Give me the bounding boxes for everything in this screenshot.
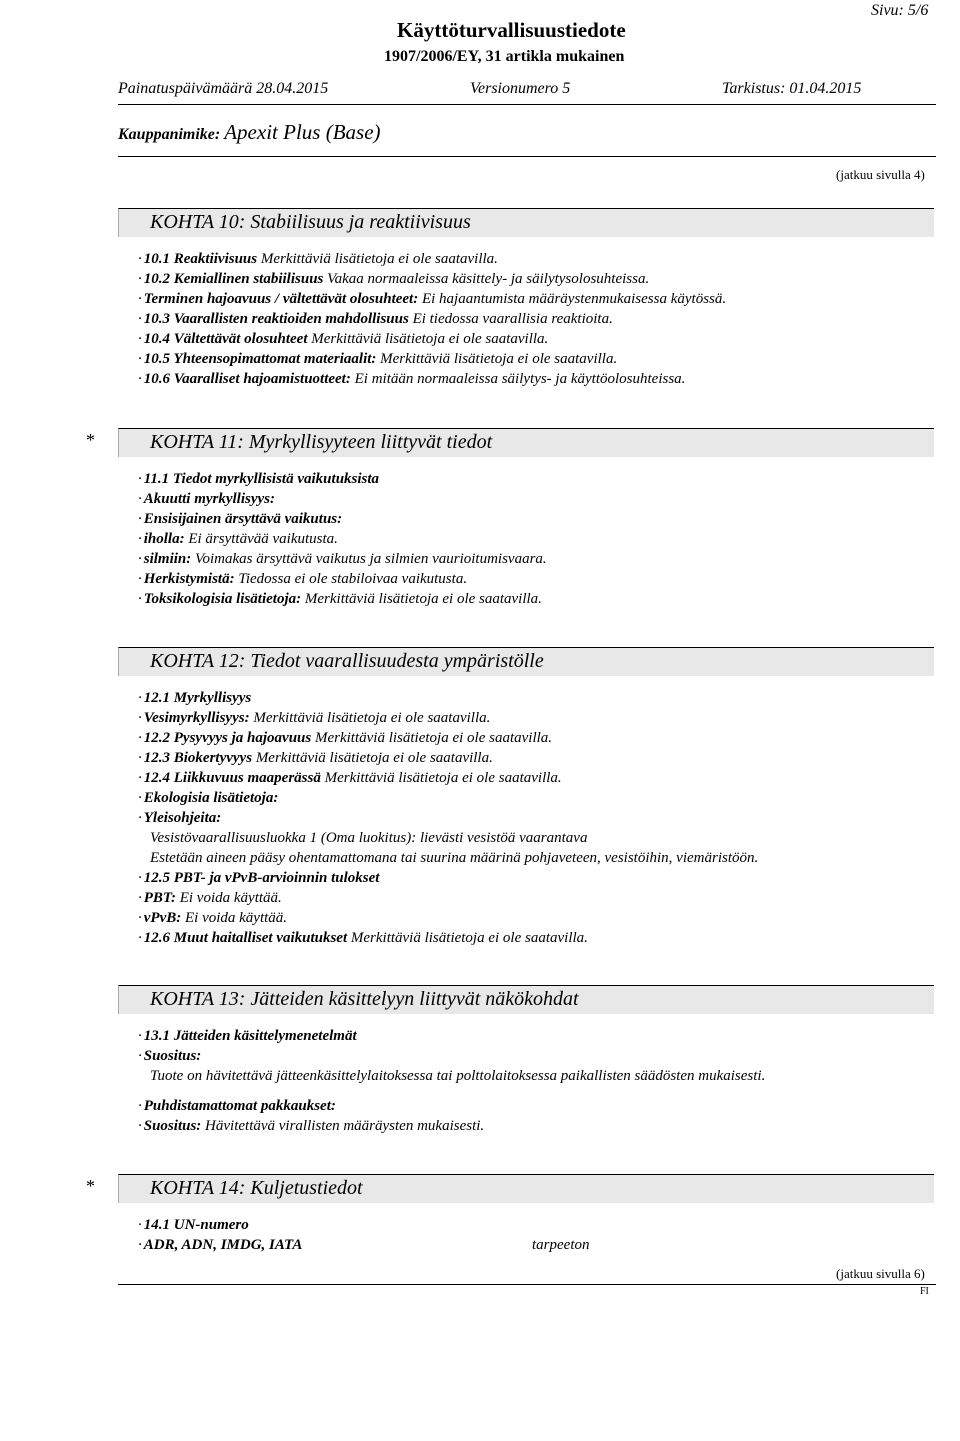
row-10-thermal: · Terminen hajoavuus / vältettävät olosuhteet: Ei hajaantumista määräystenmukaisessa käytössä. xyxy=(138,291,727,307)
row-11-eyes: · silmiin: Voimakas ärsyttävä vaikutus ja silmien vaurioitumisvaara. xyxy=(138,551,547,567)
transport-value: tarpeeton xyxy=(532,1237,590,1253)
document-subtitle: 1907/2006/EY, 31 artikla mukainen xyxy=(384,48,625,65)
row-12-6: · 12.6 Muut haitalliset vaikutukset Merkittäviä lisätietoja ei ole saatavilla. xyxy=(138,930,588,946)
section-11-title: KOHTA 11: Myrkyllisyyteen liittyvät tiedot xyxy=(150,431,493,453)
section-10-title: KOHTA 10: Stabiilisuus ja reaktiivisuus xyxy=(150,211,471,233)
header-rule-top xyxy=(118,104,936,105)
trade-name-value: Apexit Plus (Base) xyxy=(224,120,381,144)
page-number: Sivu: 5/6 xyxy=(871,2,929,19)
row-12-general: · Yleisohjeita: xyxy=(138,810,222,826)
section-14-change-marker: * xyxy=(86,1176,95,1196)
row-10-4: · 10.4 Vältettävät olosuhteet Merkittäviä lisätietoja ei ole saatavilla. xyxy=(138,331,549,347)
section-11-change-marker: * xyxy=(86,430,95,450)
trade-name-line xyxy=(118,120,381,145)
trade-name-label: Kauppanimike: xyxy=(118,126,221,143)
row-13-packaging: · Puhdistamattomat pakkaukset: xyxy=(138,1098,336,1114)
row-12-pbt: · PBT: Ei voida käyttää. xyxy=(138,890,282,906)
row-12-5: · 12.5 PBT- ja vPvB-arvioinnin tulokset xyxy=(138,870,380,886)
groundwater-note: Estetään aineen pääsy ohentamattomana tai suurina määrinä pohjaveteen, vesistöihin, viemäristöön. xyxy=(150,850,759,866)
row-11-sensitisation: · Herkistymistä: Tiedossa ei ole stabiloivaa vaikutusta. xyxy=(138,571,468,587)
section-13-title: KOHTA 13: Jätteiden käsittelyyn liittyvät näkökohdat xyxy=(150,988,579,1010)
row-10-2: · 10.2 Kemiallinen stabiilisuus Vakaa normaaleissa käsittely- ja säilytysolosuhteissa. xyxy=(138,271,650,287)
row-12-vpvb: · vPvB: Ei voida käyttää. xyxy=(138,910,288,926)
row-12-3: · 12.3 Biokertyvyys Merkittäviä lisätietoja ei ole saatavilla. xyxy=(138,750,493,766)
row-14-transport: · ADR, ADN, IMDG, IATA xyxy=(138,1237,303,1253)
row-12-2: · 12.2 Pysyvyys ja hajoavuus Merkittäviä lisätietoja ei ole saatavilla. xyxy=(138,730,553,746)
row-12-aquatic: · Vesimyrkyllisyys: Merkittäviä lisätietoja ei ole saatavilla. xyxy=(138,710,491,726)
continued-from: (jatkuu sivulla 4) xyxy=(836,167,925,182)
row-13-1: · 13.1 Jätteiden käsittelymenetelmät xyxy=(138,1028,357,1044)
print-date: Painatuspäivämäärä 28.04.2015 xyxy=(118,80,329,97)
row-11-acute: · Akuutti myrkyllisyys: xyxy=(138,491,275,507)
document-title: Käyttöturvallisuustiedote xyxy=(397,18,626,42)
row-12-1: · 12.1 Myrkyllisyys xyxy=(138,690,252,706)
header-rule-bottom xyxy=(118,156,936,157)
row-12-ecological: · Ekologisia lisätietoja: xyxy=(138,790,279,806)
row-10-3: · 10.3 Vaarallisten reaktioiden mahdollisuus Ei tiedossa vaarallisia reaktioita. xyxy=(138,311,613,327)
row-13-packaging-rec: · Suositus: Hävitettävä virallisten määräysten mukaisesti. xyxy=(138,1118,485,1134)
row-10-1: · 10.1 Reaktiivisuus Merkittäviä lisätietoja ei ole saatavilla. xyxy=(138,251,498,267)
disposal-note: Tuote on hävitettävä jätteenkäsittelylaitoksessa tai polttolaitoksessa paikallisten säädösten mukaisesti. xyxy=(150,1068,766,1084)
water-hazard-class: Vesistövaarallisuusluokka 1 (Oma luokitus): lievästi vesistöä vaarantava xyxy=(150,830,588,846)
row-13-recommendation: · Suositus: xyxy=(138,1048,202,1064)
row-10-5: · 10.5 Yhteensopimattomat materiaalit: Merkittäviä lisätietoja ei ole saatavilla. xyxy=(138,351,618,367)
row-11-skin: · iholla: Ei ärsyttävää vaikutusta. xyxy=(138,531,338,547)
row-11-1: · 11.1 Tiedot myrkyllisistä vaikutuksista xyxy=(138,471,380,487)
revision-date: Tarkistus: 01.04.2015 xyxy=(722,80,862,97)
row-11-irritant: · Ensisijainen ärsyttävä vaikutus: xyxy=(138,511,343,527)
section-12-title: KOHTA 12: Tiedot vaarallisuudesta ympäristölle xyxy=(150,650,544,672)
language-code: FI xyxy=(920,1286,929,1297)
continued-on: (jatkuu sivulla 6) xyxy=(836,1266,925,1281)
row-14-1: · 14.1 UN-numero xyxy=(138,1217,249,1233)
row-12-4: · 12.4 Liikkuvuus maaperässä Merkittäviä lisätietoja ei ole saatavilla. xyxy=(138,770,562,786)
row-10-6: · 10.6 Vaaralliset hajoamistuotteet: Ei mitään normaaleissa säilytys- ja käyttöolosuhteissa. xyxy=(138,371,686,387)
section-14-title: KOHTA 14: Kuljetustiedot xyxy=(150,1177,363,1199)
row-11-toxicology: · Toksikologisia lisätietoja: Merkittäviä lisätietoja ei ole saatavilla. xyxy=(138,591,542,607)
version-number: Versionumero 5 xyxy=(470,80,571,97)
footer-rule xyxy=(118,1284,936,1285)
